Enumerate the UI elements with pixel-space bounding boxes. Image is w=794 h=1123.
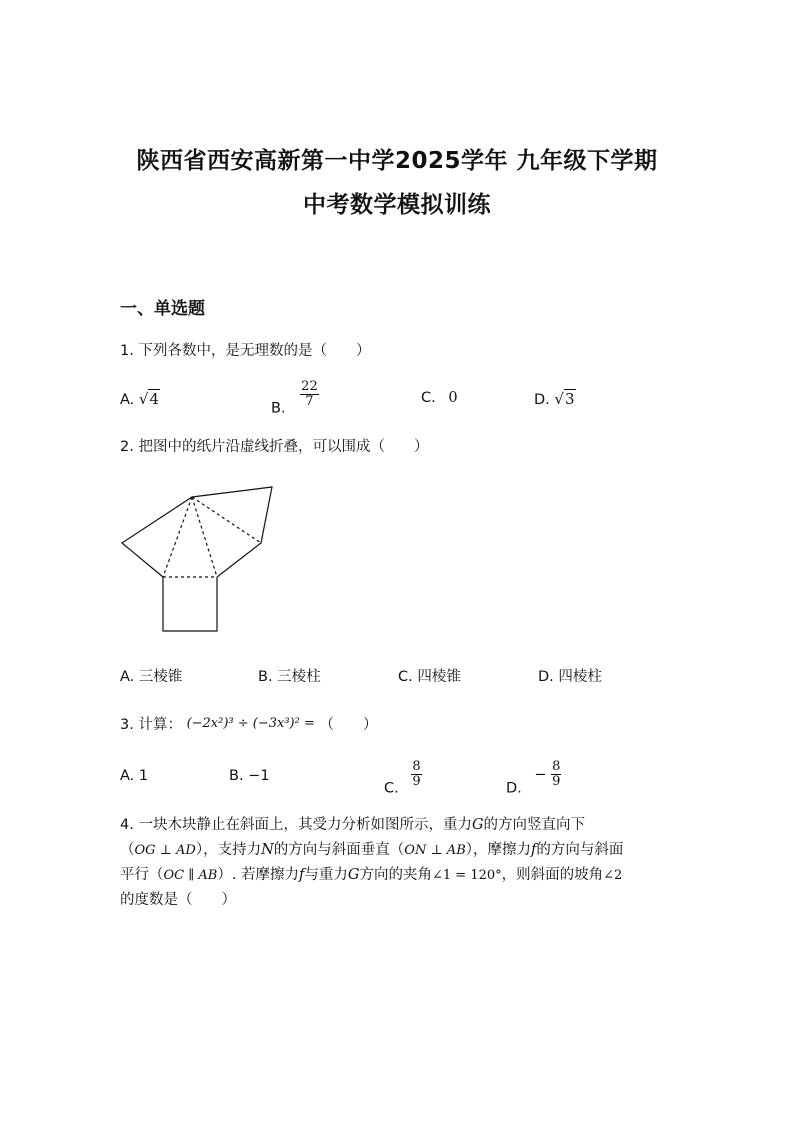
option-label: C. [421, 390, 436, 406]
question-4-stem [120, 813, 680, 913]
q1-option-c[interactable]: C. 0 [421, 390, 458, 406]
question-3-stem: 3. 计算： (−2x²)³ ÷ (−3x³)² = （ ） [120, 716, 378, 733]
q3-option-c[interactable]: C. $\frac{8}{9}$ [384, 759, 421, 797]
q1-option-d[interactable] [534, 390, 576, 408]
q3-option-a[interactable]: A. 1 [120, 768, 149, 784]
q2-option-a[interactable]: A. 三棱锥 [120, 669, 183, 685]
q2-option-d[interactable]: D. 四棱柱 [538, 669, 602, 685]
q4-line-3: 平行（OC ∥ AB）. 若摩擦力f与重力G方向的夹角∠1 = 120°，则斜面的坡角∠2 [120, 867, 623, 883]
question-2-stem: 2. 把图中的纸片沿虚线折叠，可以围成（ ） [120, 439, 429, 455]
fraction: $\frac{8}{9}$ [412, 759, 421, 789]
q4-line-2: （OG ⊥ AD），支持力N的方向与斜面垂直（ON ⊥ AB），摩擦力f的方向与斜面 [120, 842, 624, 858]
q2-option-b[interactable]: B. 三棱柱 [258, 669, 321, 685]
option-label: D. [534, 392, 550, 408]
fraction: $\frac{8}{9}$ [552, 759, 561, 789]
section-heading: 一、单选题 [120, 299, 205, 319]
page-title-line1: 陕西省西安高新第一中学2025学年 九年级下学期 [136, 148, 658, 174]
q2-option-c[interactable]: C. 四棱锥 [398, 669, 461, 685]
q1-option-b[interactable] [271, 380, 319, 417]
sqrt-expression: √4 [138, 390, 159, 408]
option-label: A. [120, 392, 135, 408]
q1-option-a[interactable] [120, 390, 160, 408]
folding-net-figure [115, 480, 285, 640]
fraction: $\frac{22}{7}$ [301, 379, 318, 409]
sqrt-expression: √3 [554, 390, 575, 408]
q4-line-1: 4. 一块木块静止在斜面上，其受力分析如图所示，重力G的方向竖直向下 [120, 817, 586, 833]
q4-line-4: 的度数是（ ） [120, 892, 236, 908]
q3-option-d[interactable]: D. − $\frac{8}{9}$ [506, 759, 561, 797]
option-label: B. [271, 400, 286, 417]
q3-option-b[interactable]: B. −1 [229, 768, 270, 784]
math-expression: (−2x²)³ ÷ (−3x³)² = [186, 716, 315, 731]
question-1-stem: 1. 下列各数中，是无理数的是（ ） [120, 343, 371, 359]
page-title-line2: 中考数学模拟训练 [303, 192, 491, 218]
